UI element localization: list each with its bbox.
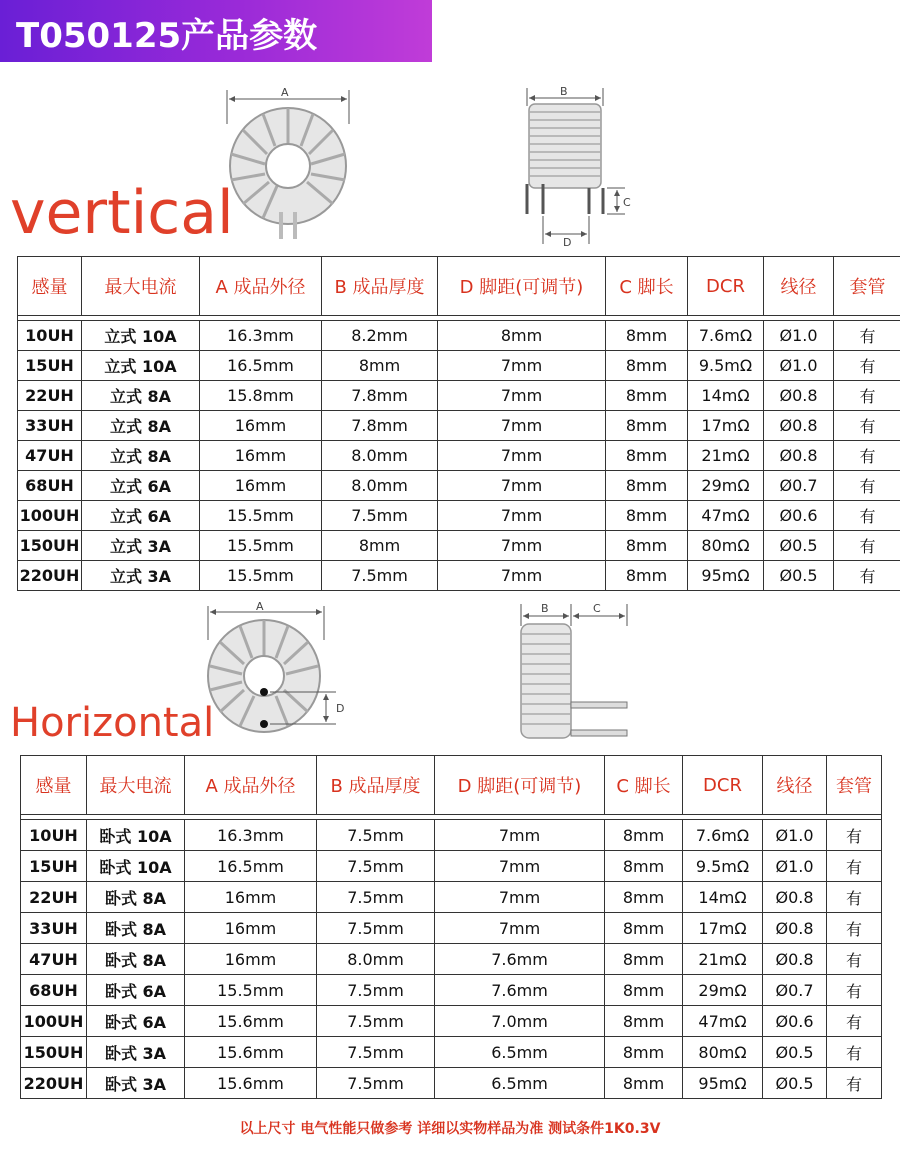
column-header: 最大电流 xyxy=(82,257,200,316)
table-cell: 7.5mm xyxy=(317,820,435,851)
table-cell: 卧式 8A xyxy=(87,944,185,975)
table-row xyxy=(21,1068,882,1099)
table-cell: 8mm xyxy=(605,1037,683,1068)
table-cell: Ø0.6 xyxy=(764,501,834,531)
table-cell: 7.8mm xyxy=(322,381,438,411)
table-cell: 有 xyxy=(834,411,900,441)
horizontal-toroid-diagram xyxy=(200,600,360,740)
table-cell: 8mm xyxy=(606,561,688,591)
table-row xyxy=(21,975,882,1006)
table-cell: 7.5mm xyxy=(317,1037,435,1068)
table-cell: 47UH xyxy=(18,441,82,471)
table-cell: 47UH xyxy=(21,944,87,975)
table-cell: Ø0.8 xyxy=(763,913,827,944)
table-cell: 8mm xyxy=(322,531,438,561)
column-header: D 脚距(可调节) xyxy=(435,756,605,815)
table-cell: 150UH xyxy=(21,1037,87,1068)
table-cell: 16.3mm xyxy=(200,321,322,351)
table-cell: 8mm xyxy=(606,471,688,501)
table-cell: 有 xyxy=(834,351,900,381)
table-cell: 29mΩ xyxy=(683,975,763,1006)
table-cell: 卧式 3A xyxy=(87,1068,185,1099)
table-cell: 15.5mm xyxy=(185,975,317,1006)
table-cell: 17mΩ xyxy=(683,913,763,944)
table-cell: 有 xyxy=(827,1006,882,1037)
table-cell: 立式 6A xyxy=(82,501,200,531)
dim-label-c: C xyxy=(623,196,631,209)
table-cell: 7mm xyxy=(438,561,606,591)
dim-label-b: B xyxy=(541,602,549,615)
table-cell: 33UH xyxy=(21,913,87,944)
table-cell: 68UH xyxy=(18,471,82,501)
table-cell: 7mm xyxy=(438,471,606,501)
table-row xyxy=(18,381,900,411)
table-cell: 立式 6A xyxy=(82,471,200,501)
column-header: A 成品外径 xyxy=(200,257,322,316)
table-row xyxy=(21,944,882,975)
table-cell: 卧式 8A xyxy=(87,882,185,913)
table-cell: 8mm xyxy=(606,441,688,471)
table-cell: 8.0mm xyxy=(317,944,435,975)
table-cell: 7mm xyxy=(438,411,606,441)
table-cell: 7mm xyxy=(435,820,605,851)
table-cell: 卧式 8A xyxy=(87,913,185,944)
table-cell: 7.5mm xyxy=(317,913,435,944)
vertical-table-header-row xyxy=(18,257,900,316)
table-cell: 15.6mm xyxy=(185,1037,317,1068)
column-header: C 脚长 xyxy=(606,257,688,316)
table-cell: 7.5mm xyxy=(322,501,438,531)
table-cell: 7mm xyxy=(438,351,606,381)
table-cell: 7.5mm xyxy=(322,561,438,591)
title-banner xyxy=(0,0,432,62)
footer-note: 以上尺寸 电气性能只做参考 详细以实物样品为准 测试条件1K0.3V xyxy=(239,1121,661,1137)
table-row xyxy=(21,1006,882,1037)
table-row xyxy=(21,820,882,851)
table-cell: 8mm xyxy=(605,851,683,882)
table-cell: Ø0.7 xyxy=(764,471,834,501)
table-cell: Ø0.5 xyxy=(763,1068,827,1099)
table-cell: Ø0.8 xyxy=(764,411,834,441)
column-header: DCR xyxy=(683,756,763,815)
table-cell: 有 xyxy=(834,471,900,501)
table-row xyxy=(21,851,882,882)
table-cell: 7mm xyxy=(438,501,606,531)
table-cell: 8mm xyxy=(605,820,683,851)
table-cell: 立式 3A xyxy=(82,531,200,561)
table-cell: 立式 3A xyxy=(82,561,200,591)
table-cell: 8.0mm xyxy=(322,471,438,501)
column-header: 线径 xyxy=(764,257,834,316)
table-cell: 15.5mm xyxy=(200,561,322,591)
table-cell: 16mm xyxy=(185,913,317,944)
table-cell: 有 xyxy=(827,913,882,944)
table-cell: 16.5mm xyxy=(200,351,322,381)
table-cell: 立式 8A xyxy=(82,411,200,441)
table-cell: 有 xyxy=(827,975,882,1006)
table-cell: 有 xyxy=(834,561,900,591)
column-header: 线径 xyxy=(763,756,827,815)
table-cell: 14mΩ xyxy=(688,381,764,411)
table-cell: 7.6mΩ xyxy=(688,321,764,351)
table-cell: 7.5mm xyxy=(317,975,435,1006)
table-cell: 7mm xyxy=(438,441,606,471)
table-cell: 22UH xyxy=(18,381,82,411)
table-cell: 15UH xyxy=(21,851,87,882)
column-header: D 脚距(可调节) xyxy=(438,257,606,316)
dim-label-c: C xyxy=(593,602,601,615)
table-cell: 7mm xyxy=(435,913,605,944)
table-cell: 29mΩ xyxy=(688,471,764,501)
table-cell: 有 xyxy=(834,531,900,561)
table-cell: Ø0.5 xyxy=(763,1037,827,1068)
column-header: 感量 xyxy=(21,756,87,815)
vertical-side-diagram xyxy=(515,84,645,248)
table-cell: 7.6mm xyxy=(435,944,605,975)
table-cell: Ø1.0 xyxy=(763,851,827,882)
table-cell: 16mm xyxy=(200,471,322,501)
column-header: A 成品外径 xyxy=(185,756,317,815)
table-cell: Ø1.0 xyxy=(764,351,834,381)
table-cell: 7mm xyxy=(438,531,606,561)
table-row xyxy=(21,1037,882,1068)
table-cell: 8mm xyxy=(606,411,688,441)
table-cell: 8mm xyxy=(606,501,688,531)
table-row xyxy=(18,321,900,351)
column-header: 感量 xyxy=(18,257,82,316)
column-header: C 脚长 xyxy=(605,756,683,815)
table-cell: 80mΩ xyxy=(683,1037,763,1068)
page-title: T050125产品参数 xyxy=(16,16,318,56)
table-cell: 8mm xyxy=(605,882,683,913)
table-cell: 95mΩ xyxy=(688,561,764,591)
table-cell: 有 xyxy=(827,851,882,882)
table-cell: 220UH xyxy=(18,561,82,591)
table-cell: 15.6mm xyxy=(185,1068,317,1099)
table-cell: 16mm xyxy=(200,441,322,471)
table-cell: 150UH xyxy=(18,531,82,561)
table-cell: 8mm xyxy=(605,1068,683,1099)
horizontal-table-header-row xyxy=(21,756,882,815)
column-header: DCR xyxy=(688,257,764,316)
table-row xyxy=(21,882,882,913)
table-cell: 7.0mm xyxy=(435,1006,605,1037)
table-cell: 8mm xyxy=(322,351,438,381)
table-cell: 16.5mm xyxy=(185,851,317,882)
column-header: B 成品厚度 xyxy=(322,257,438,316)
dim-label-a: A xyxy=(256,600,264,613)
table-cell: 卧式 3A xyxy=(87,1037,185,1068)
table-cell: 7mm xyxy=(435,851,605,882)
table-cell: Ø1.0 xyxy=(763,820,827,851)
table-row xyxy=(18,501,900,531)
table-cell: 立式 8A xyxy=(82,381,200,411)
section-label-horizontal: Horizontal xyxy=(10,700,215,746)
table-cell: 立式 8A xyxy=(82,441,200,471)
table-cell: 7.5mm xyxy=(317,1006,435,1037)
table-cell: 7.5mm xyxy=(317,882,435,913)
table-cell: Ø0.6 xyxy=(763,1006,827,1037)
table-cell: 6.5mm xyxy=(435,1037,605,1068)
table-cell: 220UH xyxy=(21,1068,87,1099)
table-cell: 16.3mm xyxy=(185,820,317,851)
table-cell: 6.5mm xyxy=(435,1068,605,1099)
column-header: 最大电流 xyxy=(87,756,185,815)
table-cell: 8mm xyxy=(606,351,688,381)
table-row xyxy=(18,351,900,381)
table-cell: 卧式 6A xyxy=(87,975,185,1006)
table-cell: 8mm xyxy=(606,321,688,351)
table-cell: 9.5mΩ xyxy=(688,351,764,381)
table-cell: Ø1.0 xyxy=(764,321,834,351)
table-cell: 8mm xyxy=(606,531,688,561)
table-cell: 7.6mΩ xyxy=(683,820,763,851)
table-cell: 8mm xyxy=(605,1006,683,1037)
table-cell: 16mm xyxy=(185,882,317,913)
table-row xyxy=(18,411,900,441)
table-cell: 7.5mm xyxy=(317,1068,435,1099)
table-cell: 7.5mm xyxy=(317,851,435,882)
table-cell: 47mΩ xyxy=(683,1006,763,1037)
table-cell: Ø0.8 xyxy=(764,441,834,471)
table-cell: 16mm xyxy=(200,411,322,441)
table-cell: 有 xyxy=(827,944,882,975)
table-cell: Ø0.7 xyxy=(763,975,827,1006)
table-cell: 7.8mm xyxy=(322,411,438,441)
column-header: 套管 xyxy=(834,257,900,316)
table-cell: 15.6mm xyxy=(185,1006,317,1037)
table-row xyxy=(18,561,900,591)
table-cell: 15UH xyxy=(18,351,82,381)
horizontal-spec-table xyxy=(20,755,882,1099)
table-cell: 卧式 10A xyxy=(87,820,185,851)
table-cell: 有 xyxy=(827,820,882,851)
table-cell: 8.0mm xyxy=(322,441,438,471)
table-cell: 47mΩ xyxy=(688,501,764,531)
horizontal-side-diagram xyxy=(515,598,640,743)
table-cell: 16mm xyxy=(185,944,317,975)
table-cell: 卧式 6A xyxy=(87,1006,185,1037)
vertical-toroid-diagram xyxy=(215,84,365,244)
dim-label-b: B xyxy=(560,85,568,98)
table-cell: 22UH xyxy=(21,882,87,913)
table-cell: 有 xyxy=(827,882,882,913)
table-cell: 21mΩ xyxy=(683,944,763,975)
vertical-spec-table xyxy=(17,256,900,591)
table-cell: 8mm xyxy=(438,321,606,351)
table-cell: 立式 10A xyxy=(82,351,200,381)
table-cell: 有 xyxy=(827,1037,882,1068)
table-cell: Ø0.8 xyxy=(763,882,827,913)
table-cell: 15.5mm xyxy=(200,531,322,561)
table-cell: 100UH xyxy=(21,1006,87,1037)
table-cell: 15.5mm xyxy=(200,501,322,531)
table-cell: 68UH xyxy=(21,975,87,1006)
table-cell: 21mΩ xyxy=(688,441,764,471)
table-cell: 8mm xyxy=(605,913,683,944)
dim-label-a: A xyxy=(281,86,289,99)
table-cell: 有 xyxy=(834,381,900,411)
table-cell: 立式 10A xyxy=(82,321,200,351)
table-cell: Ø0.5 xyxy=(764,561,834,591)
column-header: 套管 xyxy=(827,756,882,815)
table-cell: 80mΩ xyxy=(688,531,764,561)
table-cell: 9.5mΩ xyxy=(683,851,763,882)
table-cell: 8mm xyxy=(605,944,683,975)
table-cell: 7.6mm xyxy=(435,975,605,1006)
dim-label-d: D xyxy=(336,702,345,715)
table-cell: 7mm xyxy=(435,882,605,913)
table-row xyxy=(18,531,900,561)
table-cell: 有 xyxy=(834,321,900,351)
table-cell: 7mm xyxy=(438,381,606,411)
table-cell: 14mΩ xyxy=(683,882,763,913)
table-cell: Ø0.5 xyxy=(764,531,834,561)
table-cell: 33UH xyxy=(18,411,82,441)
table-row xyxy=(18,441,900,471)
table-cell: 卧式 10A xyxy=(87,851,185,882)
dim-label-d: D xyxy=(563,236,572,249)
table-cell: 8mm xyxy=(605,975,683,1006)
table-cell: 15.8mm xyxy=(200,381,322,411)
table-cell: Ø0.8 xyxy=(764,381,834,411)
column-header: B 成品厚度 xyxy=(317,756,435,815)
table-cell: 8.2mm xyxy=(322,321,438,351)
table-cell: 有 xyxy=(834,441,900,471)
table-cell: Ø0.8 xyxy=(763,944,827,975)
table-cell: 95mΩ xyxy=(683,1068,763,1099)
table-row xyxy=(18,471,900,501)
table-cell: 有 xyxy=(827,1068,882,1099)
table-cell: 有 xyxy=(834,501,900,531)
table-cell: 100UH xyxy=(18,501,82,531)
table-cell: 8mm xyxy=(606,381,688,411)
table-cell: 10UH xyxy=(21,820,87,851)
table-cell: 10UH xyxy=(18,321,82,351)
table-row xyxy=(21,913,882,944)
table-cell: 17mΩ xyxy=(688,411,764,441)
section-label-vertical: vertical xyxy=(10,178,234,248)
